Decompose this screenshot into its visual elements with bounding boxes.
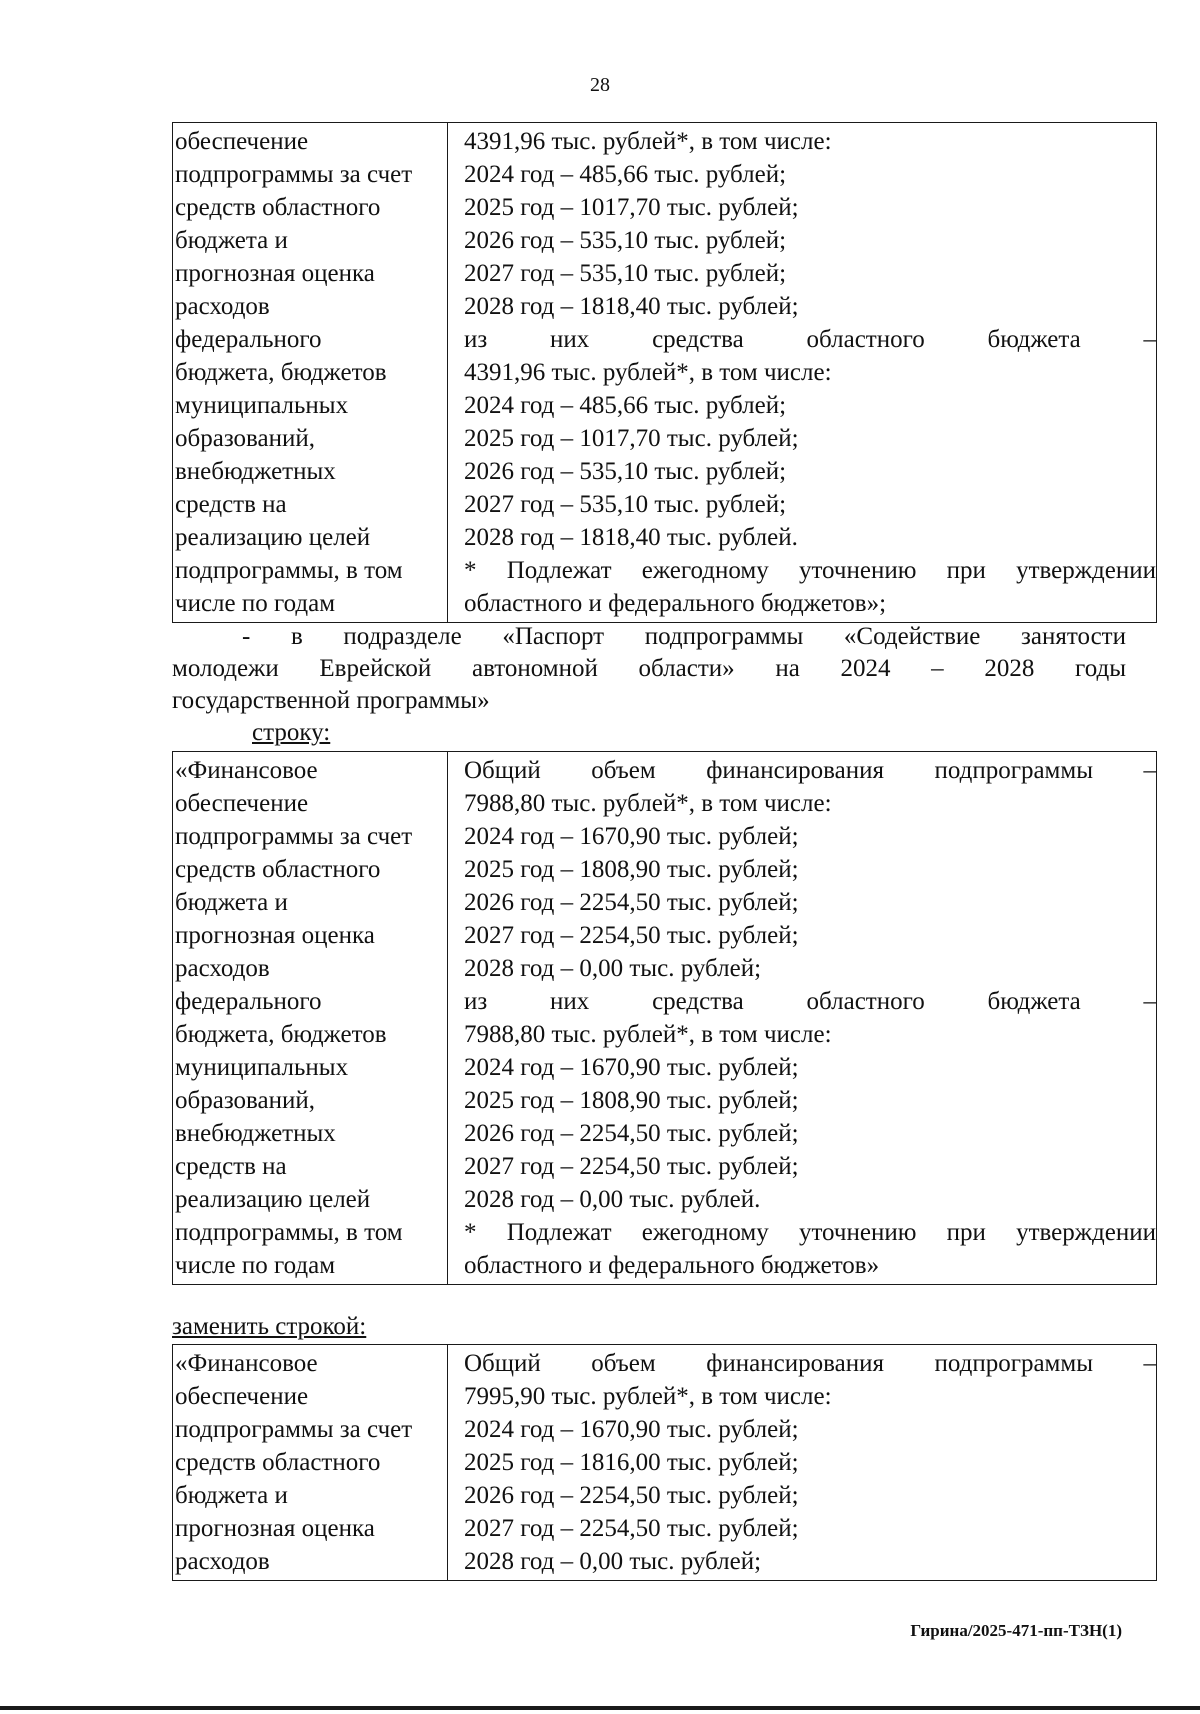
row-label-cell (173, 1345, 448, 1581)
label-line: прогнозная оценка (175, 260, 375, 287)
label-line: расходов (175, 293, 270, 320)
value-line: 2025 год – 1816,00 тыс. рублей; (464, 1449, 799, 1476)
replace-label: заменить строкой: (172, 1313, 367, 1340)
row-label-cell (173, 752, 448, 1285)
label-line: «Финансовое (175, 757, 318, 784)
value-line: 7988,80 тыс. рублей*, в том числе: (464, 1021, 832, 1048)
label-line: бюджета, бюджетов (175, 359, 387, 386)
label-line: прогнозная оценка (175, 1515, 375, 1542)
label-line: бюджета, бюджетов (175, 1021, 387, 1048)
value-line: 2026 год – 2254,50 тыс. рублей; (464, 889, 799, 916)
label-line: средств областного (175, 856, 381, 883)
value-line: 2024 год – 1670,90 тыс. рублей; (464, 1054, 799, 1081)
financing-table-continuation (172, 122, 1156, 623)
table-3 (172, 1344, 1157, 1581)
value-line: 2028 год – 0,00 тыс. рублей; (464, 955, 762, 982)
label-line: федерального (175, 988, 322, 1015)
value-line: 2026 год – 2254,50 тыс. рублей; (464, 1120, 799, 1147)
label-line: подпрограммы за счет (175, 1416, 413, 1443)
value-line: 2024 год – 1670,90 тыс. рублей; (464, 823, 799, 850)
table-2 (172, 751, 1157, 1285)
value-line: Общий объем финансирования подпрограммы – (464, 757, 1156, 784)
value-line: 2028 год – 1818,40 тыс. рублей; (464, 293, 799, 320)
value-line: 2025 год – 1808,90 тыс. рублей; (464, 1087, 799, 1114)
paragraph-line: - в подразделе «Паспорт подпрограммы «Содействие занятости (242, 623, 1126, 650)
value-line: 2026 год – 2254,50 тыс. рублей; (464, 1482, 799, 1509)
label-line: подпрограммы, в том (175, 1219, 403, 1246)
table-row (173, 123, 1157, 623)
row-value-cell (448, 1345, 1157, 1581)
label-line: расходов (175, 955, 270, 982)
value-line: 2024 год – 485,66 тыс. рублей; (464, 392, 787, 419)
label-line: внебюджетных (175, 1120, 336, 1147)
label-line: подпрограммы, в том (175, 557, 403, 584)
financing-table-new (172, 1344, 1156, 1581)
paragraph-line: государственной программы» (172, 687, 490, 714)
value-line: 2027 год – 2254,50 тыс. рублей; (464, 1153, 799, 1180)
value-line: областного и федерального бюджетов»; (464, 590, 887, 617)
label-line: средств на (175, 491, 287, 518)
value-line: 2027 год – 2254,50 тыс. рублей; (464, 922, 799, 949)
table-row (173, 1345, 1157, 1581)
table-1 (172, 122, 1157, 623)
value-line: 2024 год – 485,66 тыс. рублей; (464, 161, 787, 188)
value-line: 2028 год – 0,00 тыс. рублей. (464, 1186, 761, 1213)
label-line: числе по годам (175, 1252, 336, 1279)
value-line: 2026 год – 535,10 тыс. рублей; (464, 227, 787, 254)
label-line: подпрограммы за счет (175, 823, 413, 850)
value-line: 2028 год – 1818,40 тыс. рублей. (464, 524, 798, 551)
label-line: числе по годам (175, 590, 336, 617)
value-line: 2027 год – 2254,50 тыс. рублей; (464, 1515, 799, 1542)
value-line: 2027 год – 535,10 тыс. рублей; (464, 260, 787, 287)
label-line: федерального (175, 326, 322, 353)
value-line: из них средства областного бюджета – (464, 988, 1156, 1015)
label-line: внебюджетных (175, 458, 336, 485)
value-line: 4391,96 тыс. рублей*, в том числе: (464, 128, 832, 155)
value-line: областного и федерального бюджетов» (464, 1252, 880, 1279)
amendment-paragraph (172, 621, 1126, 749)
value-line: 7995,90 тыс. рублей*, в том числе: (464, 1383, 832, 1410)
paragraph-line: молодежи Еврейской автономной области» на 2024 – 2028 годы (172, 655, 1126, 682)
document-code: Гирина/2025-471-пп-ТЗН(1) (910, 1621, 1122, 1640)
value-line: 2025 год – 1017,70 тыс. рублей; (464, 425, 799, 452)
label-line: образований, (175, 425, 316, 452)
label-line: средств областного (175, 1449, 381, 1476)
row-value-cell (448, 123, 1157, 623)
label-line: муниципальных (175, 1054, 349, 1081)
row-label: строку: (252, 719, 331, 746)
label-line: реализацию целей (175, 524, 371, 551)
label-line: реализацию целей (175, 1186, 371, 1213)
label-line: бюджета и (175, 1482, 288, 1509)
value-line: * Подлежат ежегодному уточнению при утверждении (464, 1219, 1156, 1246)
value-line: из них средства областного бюджета – (464, 326, 1156, 353)
label-line: бюджета и (175, 227, 288, 254)
value-line: 2025 год – 1808,90 тыс. рублей; (464, 856, 799, 883)
page-number: 28 (590, 74, 610, 96)
value-line: Общий объем финансирования подпрограммы – (464, 1350, 1156, 1377)
value-line: 7988,80 тыс. рублей*, в том числе: (464, 790, 832, 817)
label-line: прогнозная оценка (175, 922, 375, 949)
value-line: 2024 год – 1670,90 тыс. рублей; (464, 1416, 799, 1443)
value-line: 2027 год – 535,10 тыс. рублей; (464, 491, 787, 518)
value-line: 2026 год – 535,10 тыс. рублей; (464, 458, 787, 485)
label-line: образований, (175, 1087, 316, 1114)
row-label-cell (173, 123, 448, 623)
label-line: подпрограммы за счет (175, 161, 413, 188)
replace-label-block (172, 1311, 1126, 1343)
label-line: муниципальных (175, 392, 349, 419)
table-row (173, 752, 1157, 1285)
label-line: бюджета и (175, 889, 288, 916)
label-line: обеспечение (175, 128, 309, 155)
value-line: * Подлежат ежегодному уточнению при утверждении (464, 557, 1156, 584)
label-line: обеспечение (175, 790, 309, 817)
label-line: «Финансовое (175, 1350, 318, 1377)
label-line: обеспечение (175, 1383, 309, 1410)
value-line: 2028 год – 0,00 тыс. рублей; (464, 1548, 762, 1575)
bottom-rule (0, 1706, 1200, 1710)
financing-table-old (172, 751, 1156, 1285)
label-line: средств на (175, 1153, 287, 1180)
label-line: средств областного (175, 194, 381, 221)
row-value-cell (448, 752, 1157, 1285)
value-line: 4391,96 тыс. рублей*, в том числе: (464, 359, 832, 386)
value-line: 2025 год – 1017,70 тыс. рублей; (464, 194, 799, 221)
label-line: расходов (175, 1548, 270, 1575)
